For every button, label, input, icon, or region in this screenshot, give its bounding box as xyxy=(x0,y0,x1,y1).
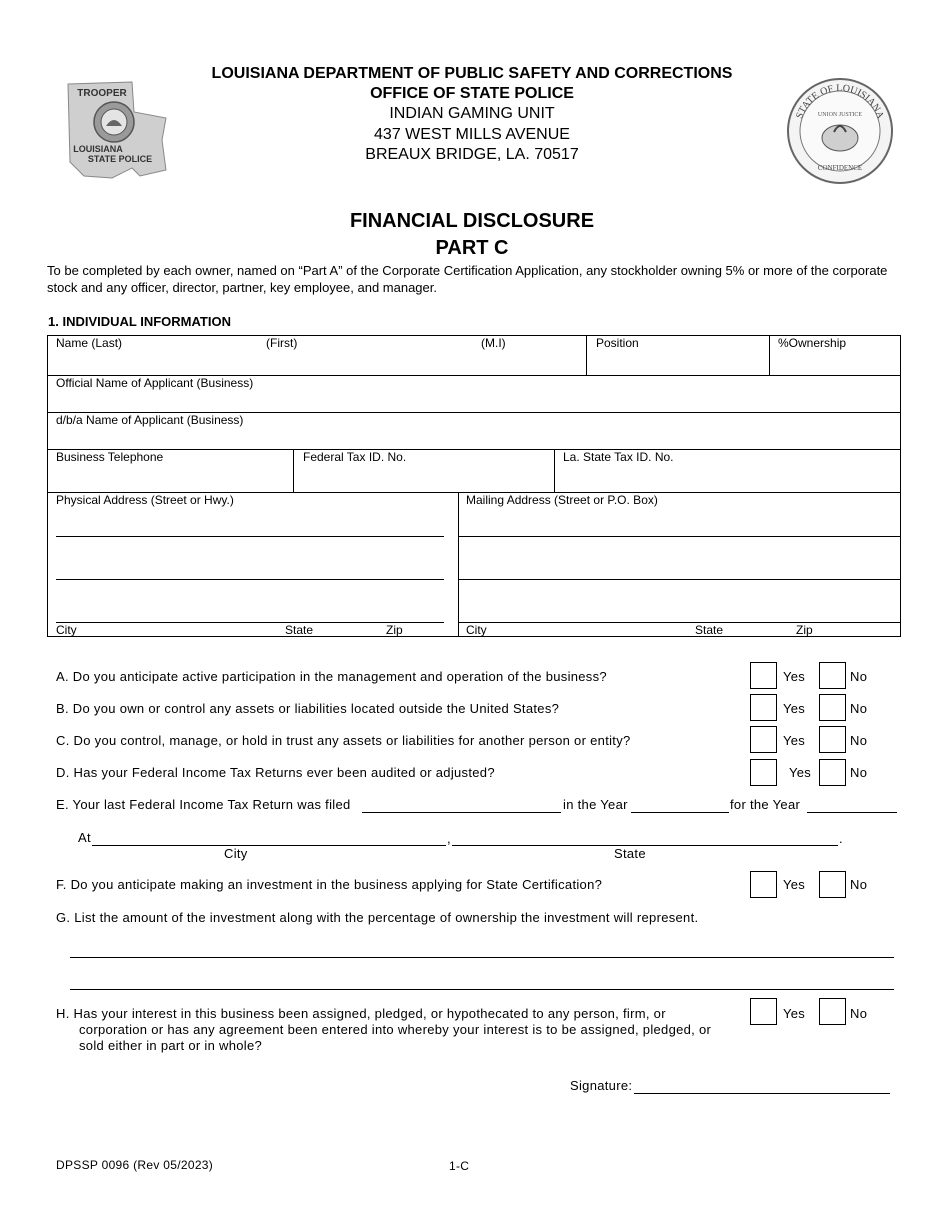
e-city-field[interactable] xyxy=(92,845,446,846)
question-a-no-checkbox[interactable] xyxy=(819,662,846,689)
mailing-address-line-2 xyxy=(459,579,900,580)
question-a-yes-label: Yes xyxy=(783,669,806,684)
dba-name-label: d/b/a Name of Applicant (Business) xyxy=(56,413,244,427)
physical-address-line-2 xyxy=(56,579,444,580)
question-g: G. List the amount of the investment along with the percentage of ownership the investment will represent. xyxy=(56,910,699,925)
form-subtitle: PART C xyxy=(435,237,509,259)
question-c-yes-label: Yes xyxy=(783,733,806,748)
question-c-yes-checkbox[interactable] xyxy=(750,726,777,753)
question-a-no-label: No xyxy=(850,669,868,684)
section-title: 1. INDIVIDUAL INFORMATION xyxy=(48,314,231,329)
badge-bottom-text: STATE POLICE xyxy=(87,154,153,164)
badge-mid-text: LOUISIANA xyxy=(73,144,123,154)
physical-state-label: State xyxy=(285,623,314,637)
question-h-line-3: sold either in part or in whole? xyxy=(79,1038,263,1053)
question-f-no-label: No xyxy=(850,877,868,892)
page-number: 1-C xyxy=(449,1159,470,1173)
question-c: C. Do you control, manage, or hold in trust any assets or liabilities for another person or entity? xyxy=(56,733,631,748)
mailing-zip-label: Zip xyxy=(796,623,813,637)
e-filed-year-field[interactable] xyxy=(631,812,729,813)
mailing-city-label: City xyxy=(466,623,487,637)
question-b-yes-label: Yes xyxy=(783,701,806,716)
name-field[interactable] xyxy=(48,336,587,376)
federal-tax-field[interactable] xyxy=(294,450,555,493)
question-h-no-label: No xyxy=(850,1006,868,1021)
question-f-yes-label: Yes xyxy=(783,877,806,892)
agency-name: LOUISIANA DEPARTMENT OF PUBLIC SAFETY AND CORRECTIONS xyxy=(211,65,733,82)
position-label: Position xyxy=(596,336,639,350)
question-e-at-label: At xyxy=(78,830,91,845)
business-telephone-field[interactable] xyxy=(48,450,294,493)
position-field[interactable] xyxy=(587,336,770,376)
intro-paragraph: To be completed by each owner, named on “Part A” of the Corporate Certification Application, any stockholder owning 5% or more of the corporate stock and any officer, director, partner, key employee, and manager. xyxy=(47,263,888,295)
question-d-no-checkbox[interactable] xyxy=(819,759,846,786)
name-last-label: Name (Last) xyxy=(56,336,123,350)
question-d: D. Has your Federal Income Tax Returns ever been audited or adjusted? xyxy=(56,765,495,780)
seal-banner-text: UNION JUSTICE xyxy=(817,112,863,118)
badge-top-text: TROOPER xyxy=(77,88,127,99)
question-e-for-label: for the Year xyxy=(730,797,801,812)
physical-address-line-1 xyxy=(56,536,444,537)
question-f: F. Do you anticipate making an investment in the business applying for State Certification? xyxy=(56,877,603,892)
question-b-no-label: No xyxy=(850,701,868,716)
signature-field[interactable] xyxy=(634,1093,890,1094)
official-name-label: Official Name of Applicant (Business) xyxy=(56,376,254,390)
form-id: DPSSP 0096 (Rev 05/2023) xyxy=(56,1158,214,1172)
g-answer-line-2[interactable] xyxy=(70,989,894,990)
question-c-no-checkbox[interactable] xyxy=(819,726,846,753)
individual-info-table xyxy=(47,335,901,637)
physical-address-field[interactable] xyxy=(48,493,458,636)
physical-city-label: City xyxy=(56,623,77,637)
state-tax-field[interactable] xyxy=(555,450,900,493)
federal-tax-label: Federal Tax ID. No. xyxy=(303,450,407,464)
street-address: 437 WEST MILLS AVENUE xyxy=(374,126,570,143)
mailing-address-line-1 xyxy=(459,536,900,537)
unit-name: INDIAN GAMING UNIT xyxy=(389,105,555,122)
g-answer-line-1[interactable] xyxy=(70,957,894,958)
name-mi-label: (M.I) xyxy=(481,336,506,350)
official-name-field[interactable] xyxy=(48,376,900,413)
question-f-no-checkbox[interactable] xyxy=(819,871,846,898)
question-b: B. Do you own or control any assets or liabilities located outside the United States? xyxy=(56,701,560,716)
question-e-period: . xyxy=(839,831,843,846)
ownership-field[interactable] xyxy=(770,336,900,376)
signature-label: Signature: xyxy=(570,1078,633,1093)
name-first-label: (First) xyxy=(266,336,298,350)
mailing-address-label: Mailing Address (Street or P.O. Box) xyxy=(466,493,658,507)
office-name: OFFICE OF STATE POLICE xyxy=(370,85,574,102)
question-h-no-checkbox[interactable] xyxy=(819,998,846,1025)
business-telephone-label: Business Telephone xyxy=(56,450,164,464)
question-f-yes-checkbox[interactable] xyxy=(750,871,777,898)
question-h-line-1: H. Has your interest in this business been assigned, pledged, or hypothecated to any person, firm, or xyxy=(56,1006,666,1021)
question-a: A. Do you anticipate active participation in the management and operation of the business? xyxy=(56,669,607,684)
question-a-yes-checkbox[interactable] xyxy=(750,662,777,689)
question-d-yes-label: Yes xyxy=(789,765,812,780)
e-filed-with-field[interactable] xyxy=(362,812,561,813)
question-e-prefix: E. Your last Federal Income Tax Return was filed xyxy=(56,797,351,812)
state-tax-label: La. State Tax ID. No. xyxy=(563,450,674,464)
question-c-no-label: No xyxy=(850,733,868,748)
seal-bottom-text: CONFIDENCE xyxy=(817,164,863,172)
city-address: BREAUX BRIDGE, LA. 70517 xyxy=(365,146,579,163)
question-b-yes-checkbox[interactable] xyxy=(750,694,777,721)
seal-ring-text: STATE OF LOUISIANA xyxy=(794,82,886,121)
physical-zip-label: Zip xyxy=(386,623,403,637)
physical-address-label: Physical Address (Street or Hwy.) xyxy=(56,493,234,507)
question-h-yes-label: Yes xyxy=(783,1006,806,1021)
question-d-yes-checkbox[interactable] xyxy=(750,759,777,786)
question-h-line-2: corporation or has any agreement been entered into whereby your interest is to be assigned, pledged, or xyxy=(79,1022,712,1037)
mailing-address-line-3 xyxy=(459,622,900,623)
mailing-address-field[interactable] xyxy=(458,493,900,636)
question-d-no-label: No xyxy=(850,765,868,780)
question-h-yes-checkbox[interactable] xyxy=(750,998,777,1025)
question-e-state-caption: State xyxy=(614,846,646,861)
question-e-comma: , xyxy=(447,831,451,846)
ownership-label: %Ownership xyxy=(778,336,847,350)
mailing-state-label: State xyxy=(695,623,724,637)
e-tax-year-field[interactable] xyxy=(807,812,897,813)
question-b-no-checkbox[interactable] xyxy=(819,694,846,721)
question-e-year-label: in the Year xyxy=(563,797,628,812)
question-e-city-caption: City xyxy=(224,846,248,861)
form-title: FINANCIAL DISCLOSURE xyxy=(349,210,595,232)
dba-name-field[interactable] xyxy=(48,413,900,450)
